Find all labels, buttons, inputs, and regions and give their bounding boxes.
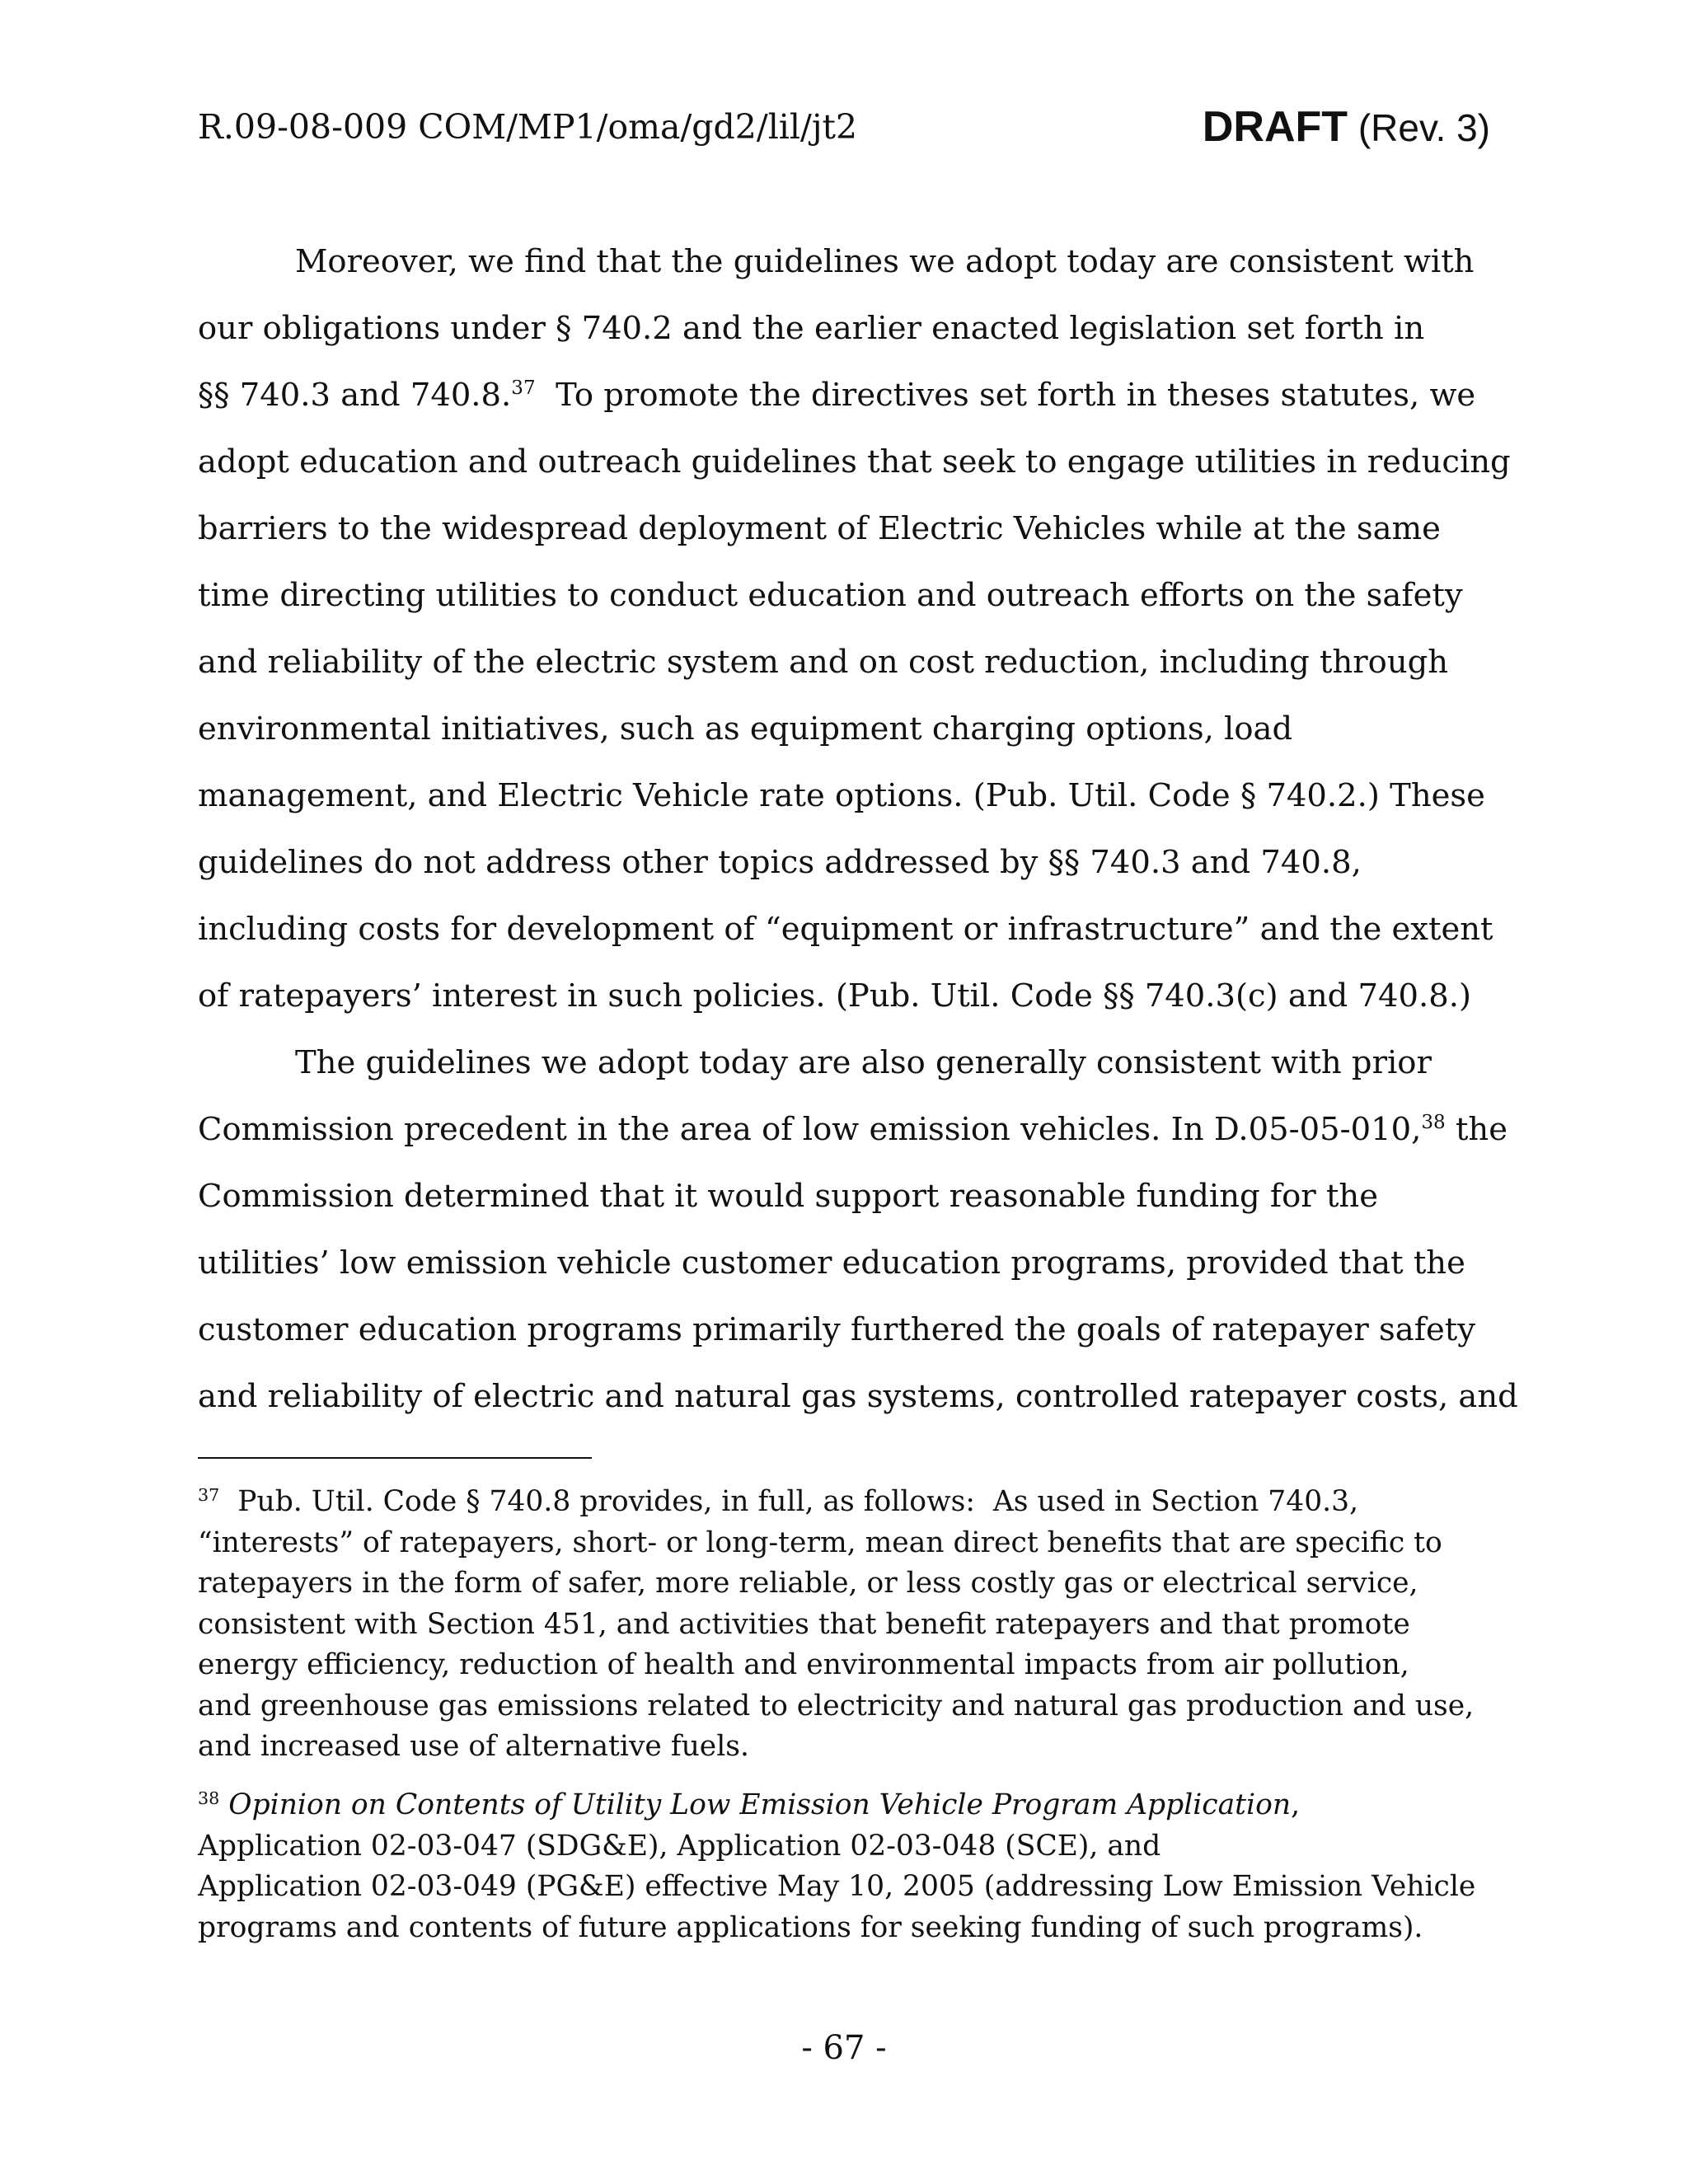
- text-line: Commission determined that it would support reasonable funding for the: [198, 1178, 1379, 1215]
- text-line: of ratepayers’ interest in such policies. (Pub. Util. Code §§ 740.3(c) and 740.8.): [198, 977, 1471, 1015]
- text-span: Pub. Util. Code § 740.8 provides, in full, as follows: As used in Section 740.3,: [219, 1485, 1359, 1518]
- text-line: and reliability of the electric system and on cost reduction, including through: [198, 644, 1449, 681]
- text-span: Commission precedent in the area of low emission vehicles. In D.05-05-010,: [198, 1111, 1422, 1148]
- text-span: ,: [1291, 1788, 1301, 1821]
- text-line: our obligations under § 740.2 and the earlier enacted legislation set forth in: [198, 310, 1425, 347]
- text-line: guidelines do not address other topics addressed by §§ 740.3 and 740.8,: [198, 844, 1362, 881]
- text-line: [198, 362, 1493, 429]
- cited-decision-title: Opinion on Contents of Utility Low Emission Vehicle Program Application: [228, 1788, 1292, 1821]
- footnote-ref-38[interactable]: 38: [1421, 1112, 1446, 1134]
- text-line: [198, 1785, 1493, 1826]
- page-number: - 67 -: [801, 2029, 887, 2067]
- docket-header: R.09-08-009 COM/MP1/oma/gd2/lil/jt2: [198, 107, 858, 147]
- footnote-number: 38: [198, 1788, 220, 1808]
- text-line: and reliability of electric and natural gas systems, controlled ratepayer costs, and: [198, 1378, 1518, 1415]
- text-line: environmental initiatives, such as equipment charging options, load: [198, 710, 1293, 748]
- text-line: programs and contents of future applications for seeking funding of such programs).: [198, 1910, 1423, 1944]
- text-line: energy efficiency, reduction of health and environmental impacts from air pollution,: [198, 1648, 1409, 1681]
- text-line: “interests” of ratepayers, short- or long-term, mean direct benefits that are specific to: [198, 1526, 1442, 1559]
- text-span: To promote the directives set forth in theses statutes, we: [535, 377, 1476, 414]
- text-line: utilities’ low emission vehicle customer education programs, provided that the: [198, 1244, 1465, 1282]
- text-line: [198, 1096, 1508, 1163]
- text-span: §§ 740.3 and 740.8.: [198, 377, 512, 414]
- footnote-number: 37: [198, 1484, 220, 1505]
- text-line: and greenhouse gas emissions related to electricity and natural gas production and use,: [198, 1689, 1475, 1722]
- text-line: including costs for development of “equipment or infrastructure” and the extent: [198, 911, 1493, 948]
- text-line: Application 02-03-047 (SDG&E), Application 02-03-048 (SCE), and: [198, 1829, 1161, 1863]
- text-line: adopt education and outreach guidelines that seek to engage utilities in reducing: [198, 443, 1511, 480]
- text-line: consistent with Section 451, and activities that benefit ratepayers and that promote: [198, 1607, 1410, 1641]
- text-line: The guidelines we adopt today are also generally consistent with prior: [295, 1044, 1432, 1081]
- revision-label: (Rev. 3): [1357, 106, 1490, 149]
- text-line: time directing utilities to conduct education and outreach efforts on the safety: [198, 577, 1463, 614]
- text-line: [198, 1482, 1493, 1523]
- footnote-37: [198, 1482, 1493, 1768]
- text-line: Moreover, we find that the guidelines we adopt today are consistent with: [295, 243, 1475, 280]
- text-line: Application 02-03-049 (PG&E) effective May 10, 2005 (addressing Low Emission Vehicle: [198, 1870, 1476, 1903]
- footnote-38: [198, 1785, 1493, 1948]
- draft-header: [1203, 102, 1490, 152]
- text-line: barriers to the widespread deployment of Electric Vehicles while at the same: [198, 510, 1441, 547]
- footnote-ref-37[interactable]: 37: [511, 377, 536, 400]
- text-line: ratepayers in the form of safer, more reliable, or less costly gas or electrical service,: [198, 1567, 1418, 1600]
- body-paragraph-1: [198, 228, 1511, 1029]
- text-line: management, and Electric Vehicle rate options. (Pub. Util. Code § 740.2.) These: [198, 777, 1485, 814]
- body-paragraph-2: [198, 1029, 1518, 1430]
- footnote-separator: [198, 1457, 592, 1459]
- draft-label: DRAFT: [1202, 103, 1348, 151]
- text-line: customer education programs primarily furthered the goals of ratepayer safety: [198, 1311, 1475, 1348]
- text-line: and increased use of alternative fuels.: [198, 1730, 749, 1763]
- text-span: the: [1445, 1111, 1508, 1148]
